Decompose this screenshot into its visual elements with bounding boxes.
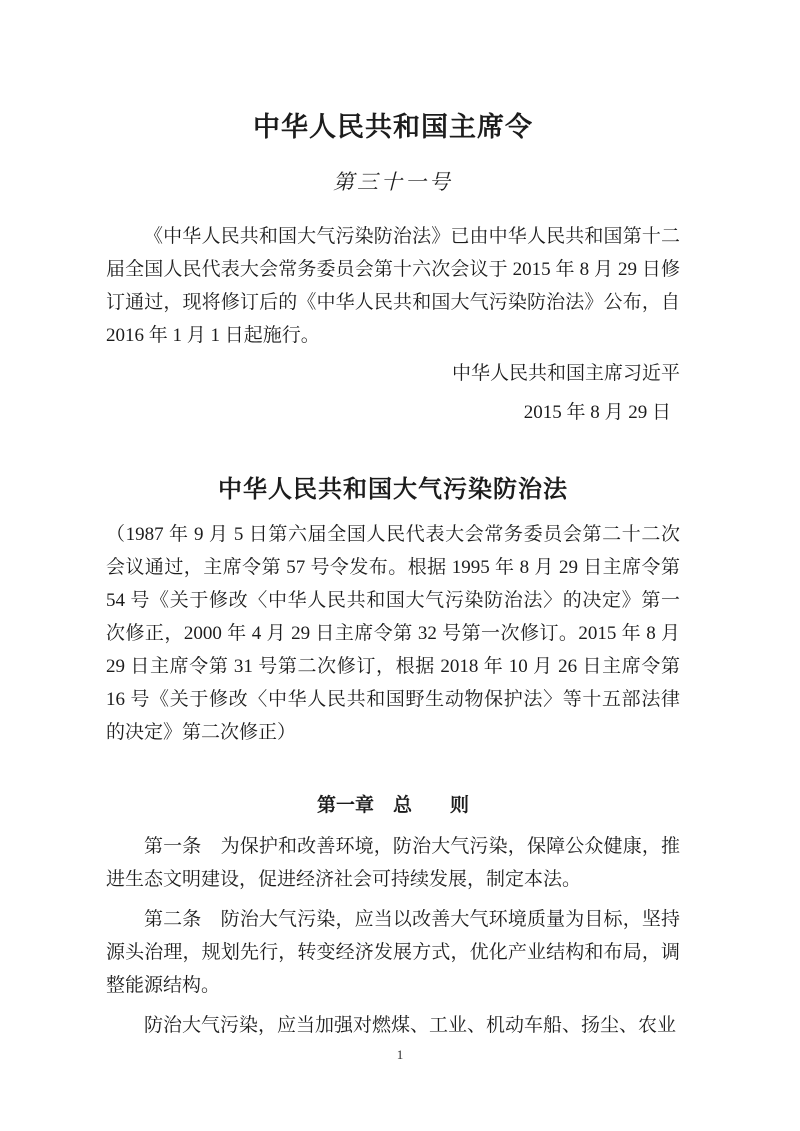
article-1-paragraph: 第一条 为保护和改善环境，防治大气污染，保障公众健康，推进生态文明建设，促进经济社会可持续发展，制定本法。 bbox=[106, 836, 680, 890]
decree-body-paragraph: 《中华人民共和国大气污染防治法》已由中华人民共和国第十二届全国人民代表大会常务委员会第十六次会议于 2015 年 8 月 29 日修订通过，现将修订后的《中华人民共和国大气污染防治法》公布，自 2016 年 1 月 1 日起施行。 bbox=[106, 226, 680, 346]
chapter-1-heading: 第一章 总 则 bbox=[316, 795, 469, 816]
article-2-paragraph: 第二条 防治大气污染，应当以改善大气环境质量为目标，坚持源头治理，规划先行，转变经济发展方式，优化产业结构和布局，调整能源结构。 bbox=[106, 909, 680, 996]
decree-date: 2015 年 8 月 29 日 bbox=[523, 402, 671, 423]
decree-number: 第三十一号 bbox=[333, 170, 453, 194]
decree-title: 中华人民共和国主席令 bbox=[253, 112, 533, 142]
decree-signature: 中华人民共和国主席习近平 bbox=[451, 363, 680, 384]
law-title: 中华人民共和国大气污染防治法 bbox=[218, 477, 568, 503]
page-number: 1 bbox=[396, 1047, 404, 1062]
article-2-continuation-paragraph: 防治大气污染，应当加强对燃煤、工业、机动车船、扬尘、农业 bbox=[144, 1015, 677, 1036]
law-history-note: （1987 年 9 月 5 日第六届全国人民代表大会常务委员会第二十二次会议通过，主席令第 57 号令发布。根据 1995 年 8 月 29 日主席令第 54 号《关于修改〈中华人民共和国大气污染防治法〉的决定》第一次修正，2000 年 4 月 29 日主席令第 32 号第一次修订。2015 年 8 月 29 日主席令第 31 号第二次修订，根据 2018 年 10 月 26 日主席令第 16 号《关于修改〈中华人民共和国野生动物保护法〉等十五部法律的决定》第二次修正） bbox=[106, 524, 680, 743]
